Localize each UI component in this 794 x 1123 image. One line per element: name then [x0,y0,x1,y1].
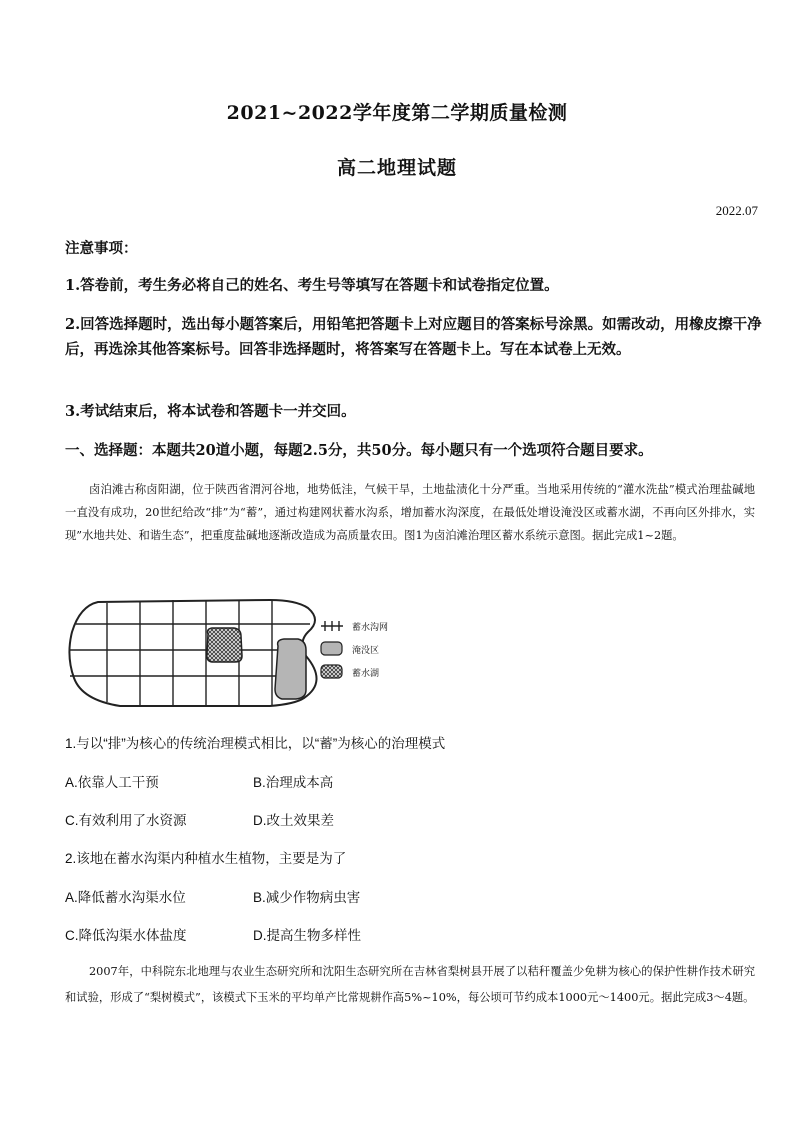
q1-option-c[interactable]: C.有效利用了水资源 [65,813,187,828]
q1-option-d[interactable]: D.改土效果差 [253,813,334,828]
notice-heading: 注意事项： [65,240,138,257]
q1-option-b[interactable]: B.治理成本高 [253,775,334,790]
flooded-zone [275,639,306,699]
figure-storage-system-map [60,594,400,712]
question-2-stem: 2.该地在蓄水沟渠内种植水生植物，主要是为了 [65,851,347,866]
legend-lake-icon [321,665,342,678]
notice-item-3: 3.考试结束后，将本试卷和答题卡一并交回。 [65,403,356,420]
q2-option-a[interactable]: A.降低蓄水沟渠水位 [65,890,186,905]
passage-2: 2007年，中科院东北地理与农业生态研究所和沈阳生态研究所在吉林省梨树县开展了以秸秆覆盖少免耕为核心的保护性耕作技术研究和试验，形成了“梨树模式”，该模式下玉米的平均单产比常规耕作高5%~10%，每公顷可节约成本1000元～1400元。据此完成3～4题。 [65,965,755,1004]
legend-flood-label: 淹没区 [352,645,380,655]
exam-subtitle: 高二地理试题 [336,157,457,179]
legend-flood-icon [321,642,342,655]
exam-date: 2022.07 [715,203,758,218]
q1-option-a[interactable]: A.依靠人工干预 [65,775,159,790]
legend-ditch-label: 蓄水沟网 [352,622,389,632]
figure-legend [321,621,388,678]
notice-item-2: 2.回答选择题时，选出每小题答案后，用铅笔把答题卡上对应题目的答案标号涂黑。如需改动，用橡皮擦干净后，再选涂其他答案标号。回答非选择题时，将答案写在答题卡上。写在本试卷上无效。 [65,316,762,358]
q2-option-d[interactable]: D.提高生物多样性 [253,928,361,943]
section-heading: 一、选择题：本题共20道小题，每题2.5分，共50分。每小题只有一个选项符合题目要求。 [65,442,653,459]
notice-item-1: 1.答卷前，考生务必将自己的姓名、考生号等填写在答题卡和试卷指定位置。 [65,277,559,294]
storage-lake [207,628,242,662]
q2-option-b[interactable]: B.减少作物病虫害 [253,890,361,905]
q2-option-c[interactable]: C.降低沟渠水体盐度 [65,928,187,943]
legend-lake-label: 蓄水湖 [352,668,380,678]
passage-1: 卤泊滩古称卤阳湖，位于陕西省渭河谷地，地势低洼，气候干旱，土地盐渍化十分严重。当地采用传统的“灌水洗盐”模式治理盐碱地一直没有成功，20世纪给改“排”为“蓄”，通过构建网状蓄水沟系，增加蓄水沟深度，在最低处增设淹没区或蓄水湖，不再向区外排水，实现”水地共处、和谐生态”，把重度盐碱地逐渐改造成为高质量农田。图1为卤泊滩治理区蓄水系统示意图。据此完成1~2题。 [65,483,755,542]
question-1-stem: 1.与以“排”为核心的传统治理模式相比，以“蓄”为核心的治理模式 [65,736,446,751]
exam-title: 2021~2022学年度第二学期质量检测 [226,102,568,124]
legend-ditch-icon [321,621,343,631]
